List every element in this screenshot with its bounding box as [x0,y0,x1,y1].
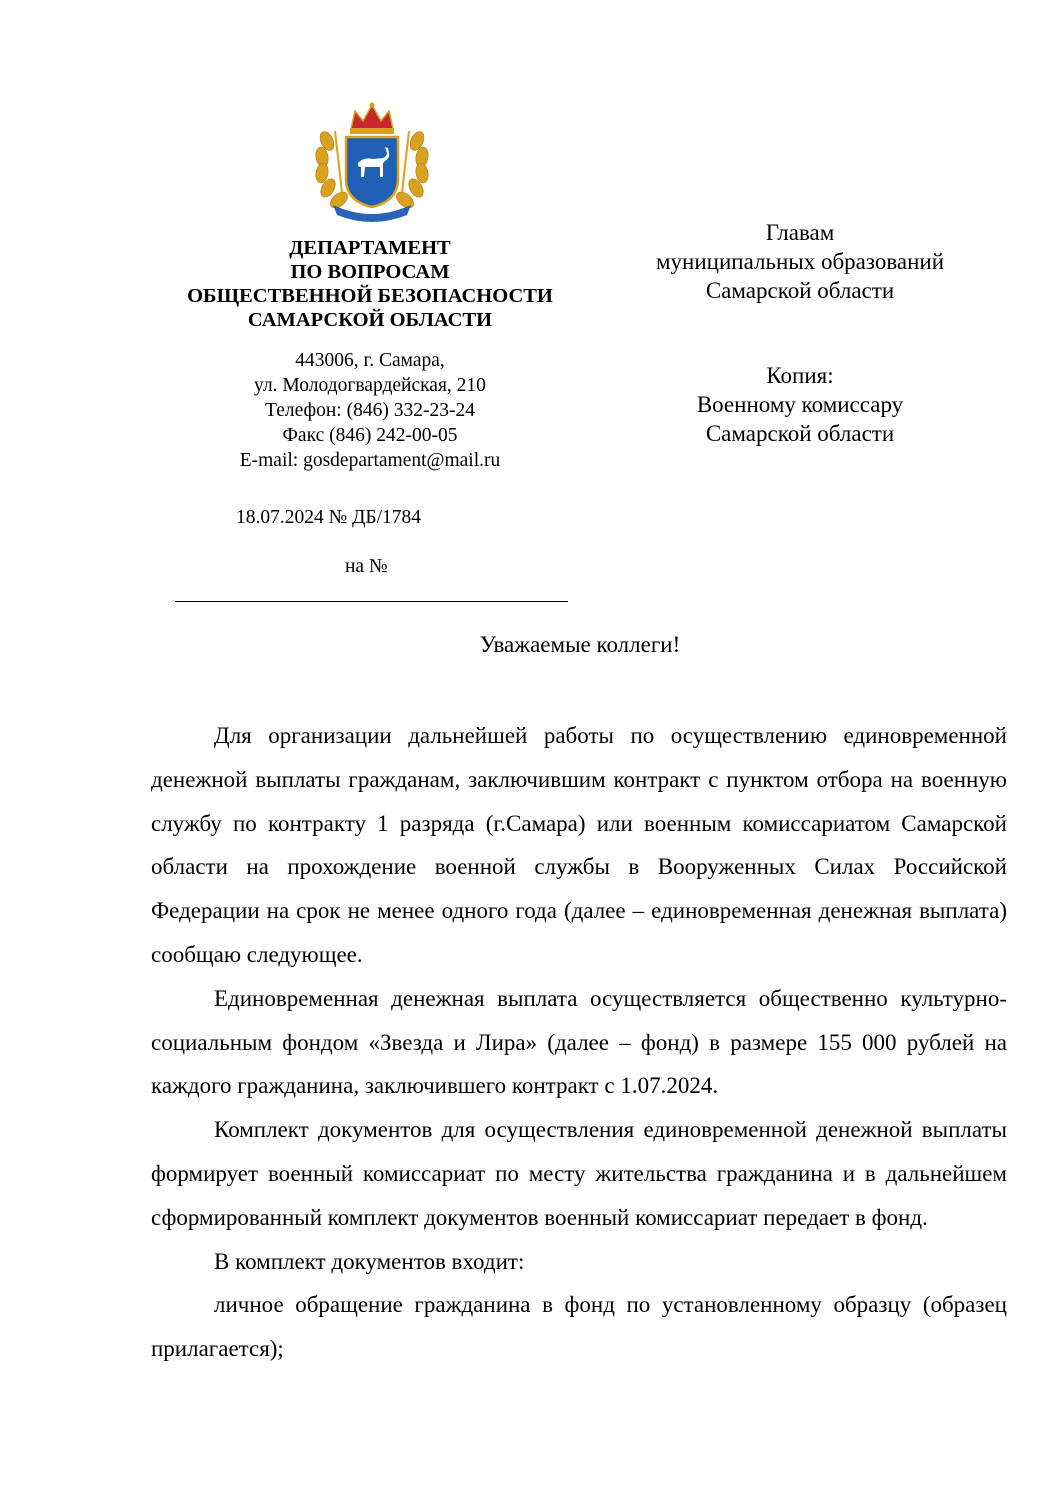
addressee-line: Главам [765,220,835,245]
copy-line: Военному комиссару [696,392,904,417]
registration-number: 18.07.2024 № ДБ/1784 [236,507,422,528]
reply-reference: на № [345,556,388,577]
body-paragraph: Единовременная денежная выплата осуществляется общественно культурно-социальным фондом «Звезда и Лира» (далее – фонд) в размере 155 000 рублей на каждого гражданина, заключившего контракт с 1.07.2024. [151,985,1007,1099]
body-paragraph: В комплект документов входит: [214,1248,525,1274]
fax-line: Факс (846) 242-00-05 [282,425,458,446]
dept-line: ОБЩЕСТВЕННОЙ БЕЗОПАСНОСТИ [187,285,553,307]
samara-coat-of-arms-icon [313,101,431,223]
greeting: Уважаемые коллеги! [479,632,681,657]
copy-line: Самарской области [705,421,895,446]
phone-line: Телефон: (846) 332-23-24 [265,400,475,421]
addressee-block [600,218,1000,305]
addressee-line: муниципальных образований [655,249,945,274]
body-paragraph: Комплект документов для осуществления единовременной денежной выплаты формирует военный комиссариат по месту жительства гражданина и в дальнейшем сформированный комплект документов военный комиссариат передает в фонд. [151,1117,1007,1230]
department-name [160,236,580,332]
department-address [160,348,580,473]
body-paragraph: Для организации дальнейшей работы по осуществлению единовременной денежной выплаты гражданам, заключившим контракт с пунктом отбора на военную службу по контракту 1 разряда (г.Самара) или военным комиссариатом Самарской области на прохождение военной службы в Вооруженных Силах Российской Федерации на срок не менее одного года (далее – единовременная денежная выплата) сообщаю следующее. [151,723,1007,967]
letter-body [151,714,1007,1371]
dept-line: ДЕПАРТАМЕНТ [289,237,451,259]
dept-line: САМАРСКОЙ ОБЛАСТИ [247,309,493,331]
body-paragraph: личное обращение гражданина в фонд по установленному образцу (образец прилагается); [151,1292,1007,1362]
address-line: 443006, г. Самара, [295,350,445,371]
copy-recipient-block [600,361,1000,448]
address-line: ул. Молодогвардейская, 210 [254,375,486,396]
dept-line: ПО ВОПРОСАМ [290,261,450,283]
email-line: E-mail: gosdepartament@mail.ru [239,450,501,471]
copy-line: Копия: [766,363,834,388]
addressee-line: Самарской области [705,278,895,303]
reply-underline [175,601,568,602]
